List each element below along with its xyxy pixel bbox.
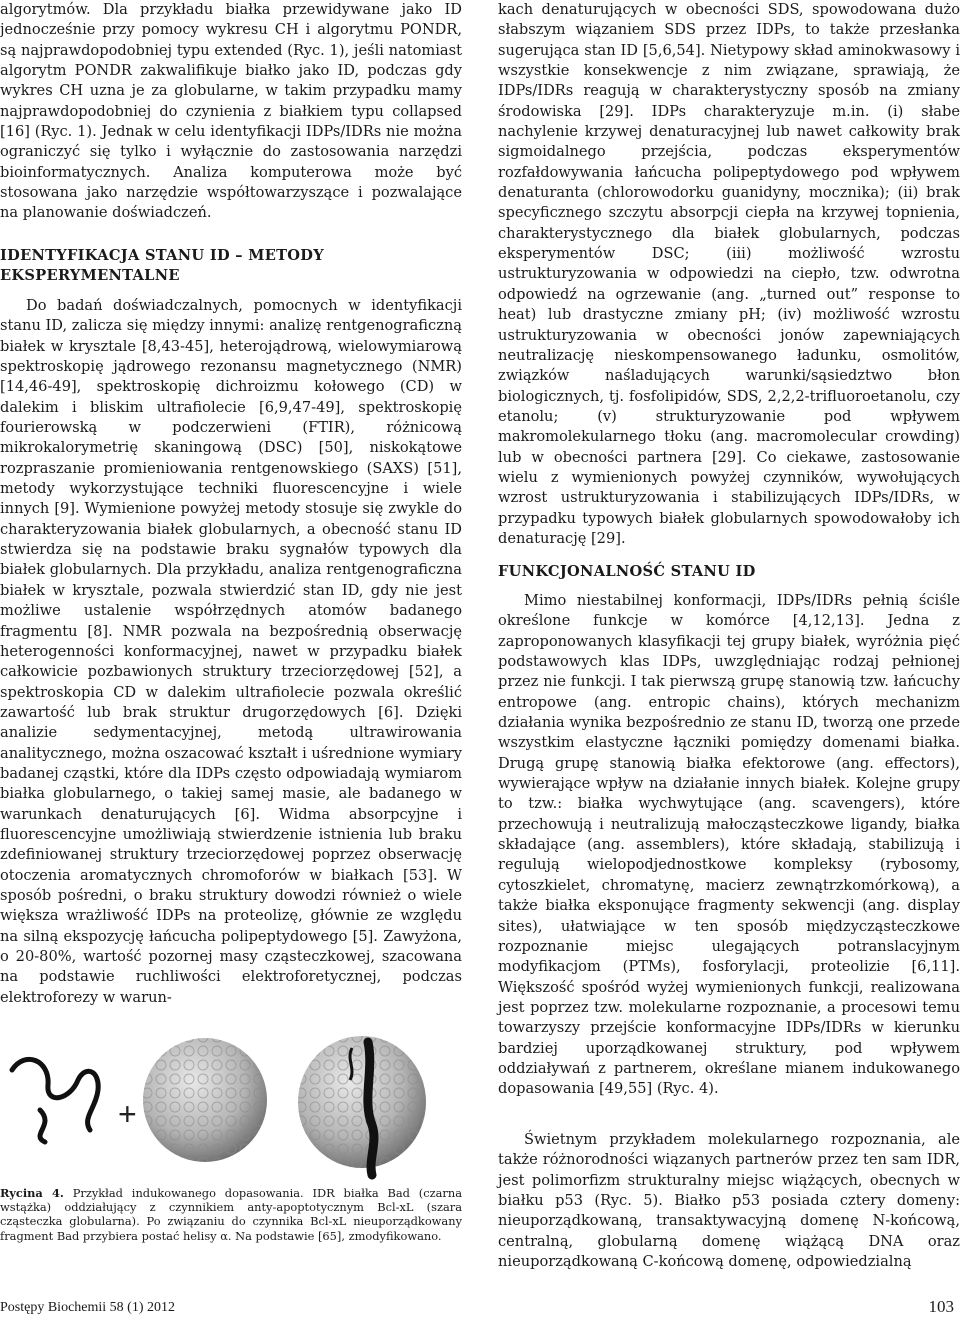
paragraph-top: algorytmów. Dla przykładu białka przewidywane jako ID jednocześnie przy pomocy wykresu CH i algorytmu PONDR, są najprawdopodobniej typu extended (Ryc. 1), jeśli natomiast algorytm PONDR zakwalifikuje białko jako ID, podczas gdy wykres CH uzna je za globularne, w takim przypadku mamy najprawdopodobniej do czynienia z białkiem typu collapsed [16] (Ryc. 1). Jednak w celu identyfikacji IDPs/IDRs nie można ograniczyć się tylko i wyłącznie do zastosowania narzędzi bioinformatycznych. Analiza komputerowa może być stosowana jako narzędzie współtowarzyszące i pozwalające na planowanie doświadczeń. bbox=[0, 1, 462, 222]
bad-ribbon-unbound bbox=[12, 1059, 98, 1142]
figure-caption bbox=[0, 1186, 462, 1243]
paragraph-function: Mimo niestabilnej konformacji, IDPs/IDRs pełnią ściśle określone funkcje w komórce [4,12,13]. Jedna z zaproponowanych klasyfikacji tej grupy białek, wyróżnia pięć podstawowych klas IDPs, uwzględniając rodzaj pełnionej przez nie funkcji. I tak pierwszą grupę stanowią tzw. łańcuchy entropowe (ang. entropic chains), których mechanizm działania wynika bezpośrednio ze stanu ID, tworzą one przede wszystkim elastyczne łączniki pomiędzy domenami białka. Drugą grupę stanowią białka efektorowe (ang. effectors), wywierające wpływ na działanie innych białek. Kolejne grupy to tzw.: białka wychwytujące (ang. scavengers), które przechowują i neutralizują małocząsteczkowe ligandy, białka składające (ang. assemblers), które składają, stabilizują i regulują wielopodjednostkowe kompleksy (rybosomy, cytoszkielet, chromatynę, macierz zewnątrzkomórkową), a także białka eksponujące fragmenty sekwencji (ang. display sites), ułatwiające w ten sposób międzycząsteczkowe rozpoznanie miejsc ulegających potranslacyjnym modyfikacjom (PTMs), fosforylacji, proteolizie [6,11]. Większość spośród wyżej wymienionych funkcji, realizowana jest poprzez tzw. molekularne rozpoznanie, a procesowi temu towarzyszy przejście konformacyjne IDPs/IDRs w kierunku bardziej uporządkowanej struktury, pod wpływem oddziaływań z partnerem, określane mianem indukowanego dopasowania [49,55] (Ryc. 4). bbox=[498, 592, 960, 1098]
page-number: 103 bbox=[928, 1297, 954, 1316]
protein-illustration bbox=[0, 1030, 462, 1180]
figure-image bbox=[0, 1030, 462, 1180]
figure-4 bbox=[0, 1030, 462, 1243]
heading-function: FUNKCJONALNOŚĆ STANU ID bbox=[498, 563, 756, 580]
caption-label: Rycina 4. bbox=[0, 1186, 64, 1200]
heading-methods: IDENTYFIKACJA STANU ID – METODY EKSPERYMENTALNE bbox=[0, 247, 324, 285]
paragraph-methods: Do badań doświadczalnych, pomocnych w identyfikacji stanu ID, zalicza się między innymi: analizę rentgenograficzną białek w krysztale [8,43-45], heterojądrową, wielowymiarową spektroskopię jądrowego rezonansu magnetycznego (NMR) [14,46-49], spektroskopię dichroizmu kołowego (CD) w dalekim i bliskim ultrafiolecie [6,9,47-49], spektroskopię fourierowską w podczerwieni (FTIR), różnicową mikrokalorymetrię skaningową (DSC) [50], niskokątowe rozpraszanie promieniowania rentgenowskiego (SAXS) [51], metody wykorzystujące techniki fluorescencyjne i wiele innych [9]. Wymienione powyżej metody stosuje się zwykle do charakteryzowania białek globularnych, a obecność stanu ID stwierdza się na podstawie braku sygnałów typowych dla białek globularnych. Dla przykładu, analiza rentgenograficzna białek w krysztale, pozwala stwierdzić stan ID, gdy nie jest możliwe ustalenie współrzędnych atomów badanego fragmentu [8]. NMR pozwala na bezpośrednią obserwację heterogenności konformacyjnej, nawet w przypadku białek całkowicie pozbawionych struktury trzeciorzędowej [52], a spektroskopia CD w dalekim ultrafiolecie pozwala określić zawartość lub brak struktur drugorzędowych [6]. Dzięki analizie sedymentacyjnej, metodą ultrawirowania analitycznego, można oszacować kształt i uśrednione wymiary badanej cząstki, które dla IDPs często odpowiadają wymiarom białka globularnego, o takiej samej masie, ale badanego w warunkach denaturujących [6]. Widma absorpcyjne i fluorescencyjne umożliwiają stwierdzenie istnienia lub braku zdefiniowanej struktury trzeciorzędowej poprzez obserwację otoczenia aromatycznych chromoforów w białkach [53]. W sposób pośredni, o braku struktury dowodzi również o wiele większa wrażliwość IDPs na proteolizę, głównie ze względu na silną ekspozycję łańcucha polipeptydowego [5]. Zawyżona, o 20-80%, wartość pozornej masy cząsteczkowej, szacowana na podstawie ruchliwości elektroforetycznej, podczas elektroforezy w warun- bbox=[0, 297, 462, 1006]
caption-text: Przykład indukowanego dopasowania. IDR białka Bad (czarna wstążka) oddziałujący z czynnikiem anty-apoptotycznym Bcl-xL (szara cząsteczka globularna). Po związaniu do czynnika Bcl-xL nieuporządkowany fragment Bad przybiera postać helisy α. Na podstawie [65], zmodyfikowano. bbox=[0, 1186, 462, 1243]
paragraph-continued: kach denaturujących w obecności SDS, spowodowana dużo słabszym wiązaniem SDS przez IDPs, to także przesłanka sugerująca stan ID [5,6,54]. Nietypowy skład aminokwasowy i wszystkie konsekwencje z nim związane, sprawiają, że IDPs/IDRs reagują w charakterystyczny sposób na zmiany środowiska [29]. IDPs charakteryzuje m.in. (i) słabe nachylenie krzywej denaturacyjnej lub nawet całkowity brak sigmoidalnego przejścia, podczas eksperymentów rozfałdowywania łańcucha polipeptydowego pod wpływem denaturanta (chlorowodorku guanidyny, mocznika); (ii) brak specyficznego szczytu absorpcji ciepła na krzywej topnienia, charakterystycznego dla białek globularnych, podczas eksperymentów DSC; (iii) możliwość wzrostu ustrukturyzowania w odpowiedzi na ciepło, tzw. odwrotna odpowiedź na ogrzewanie (ang. „turned out” response to heat) lub drastyczne zmiany pH; (iv) możliwość wzrostu ustrukturyzowania w obecności jonów zapewniających neutralizację nieskompensowanego ładunku, osmolitów, związków naśladujących warunki/sąsiedztwo błon biologicznych, tj. fosfolipidów, SDS, 2,2,2-trifluoroetanolu, czy etanolu; (v) strukturyzowanie pod wpływem makromolekularnego tłoku (ang. macromolecular crowding) lub w obecności partnera [29]. Co ciekawe, zastosowanie wielu z wymienionych powyżej czynników, wywołujących wzrost ustrukturyzowania i stabilizujących IDPs/IDRs, w przypadku typowych białek globularnych spowodowałoby ich denaturację [29]. bbox=[498, 1, 960, 547]
journal-footer: Postępy Biochemii 58 (1) 2012 bbox=[0, 1300, 175, 1315]
paragraph-p53: Świetnym przykładem molekularnego rozpoznania, ale także różnorodności wiązanych partnerów przez ten sam IDR, jest polimorfizm strukturalny miejsc wiążących, obecnych w białku p53 (Ryc. 5). Białko p53 posiada cztery domeny: nieuporządkowaną, transaktywacyjną domenę N-końcową, centralną, globularną domenę wiążącą DNA oraz nieuporządkowaną C-końcową domenę, odpowiedzialną bbox=[498, 1131, 960, 1271]
plus-sign: + bbox=[118, 1096, 137, 1132]
